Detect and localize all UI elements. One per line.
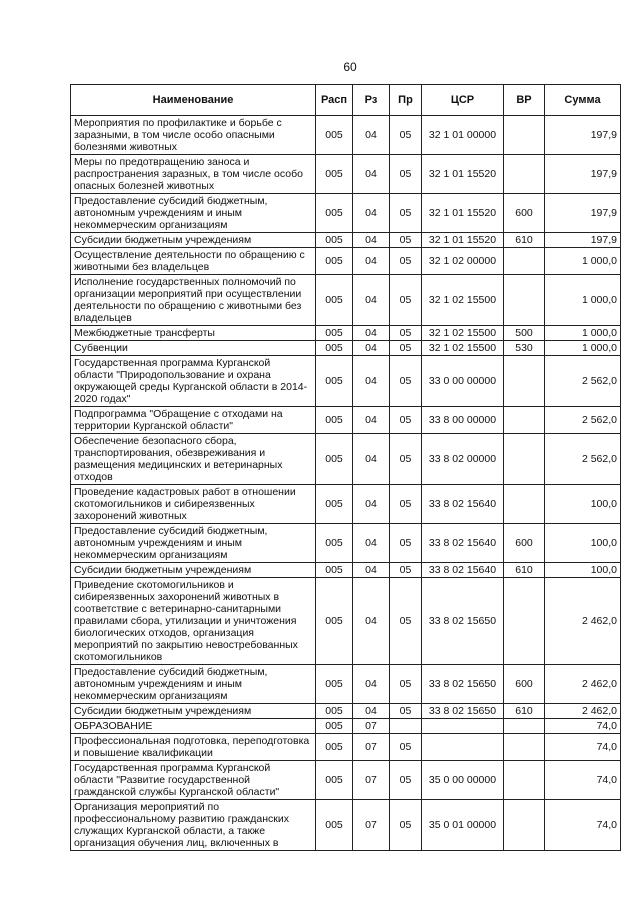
- row-pr: 05: [390, 326, 422, 341]
- row-name: Меры по предотвращению заноса и распространения заразных, в том числе особо опасных болезней животных: [71, 155, 316, 194]
- row-rasp: 005: [316, 248, 353, 275]
- row-sum: 2 562,0: [545, 356, 621, 407]
- row-sum: 100,0: [545, 563, 621, 578]
- row-sum: 100,0: [545, 485, 621, 524]
- header-name: Наименование: [71, 85, 316, 116]
- row-vr: [504, 719, 545, 734]
- row-csr: 33 8 02 00000: [422, 434, 504, 485]
- row-pr: 05: [390, 800, 422, 851]
- row-rasp: 005: [316, 800, 353, 851]
- table-row: [71, 665, 621, 704]
- row-name: Мероприятия по профилактике и борьбе с заразными, в том числе особо опасными болезнями животных: [71, 116, 316, 155]
- row-pr: 05: [390, 761, 422, 800]
- header-csr: ЦСР: [422, 85, 504, 116]
- row-csr: 32 1 02 15500: [422, 326, 504, 341]
- row-name: Предоставление субсидий бюджетным, автономным учреждениям и иным некоммерческим организациям: [71, 194, 316, 233]
- row-pr: 05: [390, 563, 422, 578]
- row-sum: 1 000,0: [545, 248, 621, 275]
- row-rasp: 005: [316, 578, 353, 665]
- row-rasp: 005: [316, 665, 353, 704]
- row-csr: 32 1 01 00000: [422, 116, 504, 155]
- row-rasp: 005: [316, 734, 353, 761]
- row-rasp: 005: [316, 563, 353, 578]
- row-csr: 32 1 01 15520: [422, 233, 504, 248]
- row-sum: 2 462,0: [545, 665, 621, 704]
- row-csr: 32 1 01 15520: [422, 155, 504, 194]
- row-csr: 35 0 01 00000: [422, 800, 504, 851]
- row-name: ОБРАЗОВАНИЕ: [71, 719, 316, 734]
- row-rasp: 005: [316, 275, 353, 326]
- row-rz: 07: [353, 800, 390, 851]
- row-rasp: 005: [316, 233, 353, 248]
- row-vr: 600: [504, 194, 545, 233]
- row-sum: 74,0: [545, 734, 621, 761]
- row-csr: 32 1 02 00000: [422, 248, 504, 275]
- row-rasp: 005: [316, 194, 353, 233]
- table-row: [71, 485, 621, 524]
- row-rasp: 005: [316, 341, 353, 356]
- row-csr: 33 0 00 00000: [422, 356, 504, 407]
- row-rz: 07: [353, 761, 390, 800]
- row-name: Предоставление субсидий бюджетным, автономным учреждениям и иным некоммерческим организациям: [71, 665, 316, 704]
- table-row: [71, 407, 621, 434]
- row-rz: 04: [353, 524, 390, 563]
- row-vr: 610: [504, 704, 545, 719]
- row-csr: 32 1 02 15500: [422, 275, 504, 326]
- row-rasp: 005: [316, 761, 353, 800]
- budget-table: [70, 84, 621, 851]
- row-csr: 33 8 02 15640: [422, 563, 504, 578]
- row-rz: 04: [353, 434, 390, 485]
- row-csr: 32 1 02 15500: [422, 341, 504, 356]
- page-number: 60: [343, 60, 357, 74]
- table-row: [71, 434, 621, 485]
- row-name: Обеспечение безопасного сбора, транспортирования, обезвреживания и размещения медицинских и ветеринарных отходов: [71, 434, 316, 485]
- row-csr: 33 8 02 15650: [422, 665, 504, 704]
- row-rz: 04: [353, 704, 390, 719]
- table-row: [71, 734, 621, 761]
- row-vr: [504, 155, 545, 194]
- row-pr: 05: [390, 275, 422, 326]
- table-row: [71, 761, 621, 800]
- row-vr: [504, 116, 545, 155]
- table-row: [71, 248, 621, 275]
- row-vr: 610: [504, 233, 545, 248]
- row-vr: 600: [504, 665, 545, 704]
- row-rz: 04: [353, 485, 390, 524]
- row-csr: [422, 719, 504, 734]
- row-pr: 05: [390, 578, 422, 665]
- row-rz: 04: [353, 341, 390, 356]
- header-pr: Пр: [390, 85, 422, 116]
- row-pr: [390, 719, 422, 734]
- row-sum: 2 462,0: [545, 704, 621, 719]
- row-pr: 05: [390, 248, 422, 275]
- row-rz: 04: [353, 116, 390, 155]
- row-sum: 74,0: [545, 800, 621, 851]
- row-sum: 2 562,0: [545, 407, 621, 434]
- row-name: Профессиональная подготовка, переподготовка и повышение квалификации: [71, 734, 316, 761]
- row-rz: 04: [353, 326, 390, 341]
- row-rasp: 005: [316, 116, 353, 155]
- row-vr: [504, 407, 545, 434]
- table-row: [71, 563, 621, 578]
- row-rz: 04: [353, 356, 390, 407]
- table-row: [71, 326, 621, 341]
- table-row: [71, 800, 621, 851]
- table-row: [71, 524, 621, 563]
- row-name: Межбюджетные трансферты: [71, 326, 316, 341]
- row-sum: 1 000,0: [545, 341, 621, 356]
- row-rz: 04: [353, 407, 390, 434]
- header-vr: ВР: [504, 85, 545, 116]
- row-rz: 07: [353, 719, 390, 734]
- row-csr: 33 8 02 15640: [422, 524, 504, 563]
- row-rz: 04: [353, 248, 390, 275]
- row-rz: 04: [353, 665, 390, 704]
- row-sum: 197,9: [545, 116, 621, 155]
- table-header-row: [71, 85, 621, 116]
- row-rz: 04: [353, 155, 390, 194]
- row-rasp: 005: [316, 434, 353, 485]
- row-name: Субсидии бюджетным учреждениям: [71, 704, 316, 719]
- row-sum: 100,0: [545, 524, 621, 563]
- row-csr: 32 1 01 15520: [422, 194, 504, 233]
- table-row: [71, 275, 621, 326]
- table-row: [71, 341, 621, 356]
- row-pr: 05: [390, 665, 422, 704]
- row-name: Субсидии бюджетным учреждениям: [71, 563, 316, 578]
- row-csr: 33 8 00 00000: [422, 407, 504, 434]
- row-csr: [422, 734, 504, 761]
- table-row: [71, 578, 621, 665]
- table-row: [71, 116, 621, 155]
- row-csr: 33 8 02 15650: [422, 578, 504, 665]
- row-sum: 2 462,0: [545, 578, 621, 665]
- row-pr: 05: [390, 524, 422, 563]
- row-csr: 35 0 00 00000: [422, 761, 504, 800]
- row-pr: 05: [390, 116, 422, 155]
- row-sum: 197,9: [545, 233, 621, 248]
- row-rasp: 005: [316, 326, 353, 341]
- row-pr: 05: [390, 356, 422, 407]
- row-vr: 530: [504, 341, 545, 356]
- row-vr: [504, 356, 545, 407]
- row-rz: 04: [353, 194, 390, 233]
- row-name: Исполнение государственных полномочий по организации мероприятий при осуществлении деятельности по обращению с животными без владельцев: [71, 275, 316, 326]
- header-rasp: Расп: [316, 85, 353, 116]
- row-pr: 05: [390, 407, 422, 434]
- table-row: [71, 155, 621, 194]
- row-rasp: 005: [316, 407, 353, 434]
- row-name: Государственная программа Курганской области "Развитие государственной гражданской службы Курганской области": [71, 761, 316, 800]
- row-name: Подпрограмма "Обращение с отходами на территории Курганской области": [71, 407, 316, 434]
- row-sum: 74,0: [545, 761, 621, 800]
- row-pr: 05: [390, 485, 422, 524]
- row-vr: 610: [504, 563, 545, 578]
- row-pr: 05: [390, 704, 422, 719]
- row-pr: 05: [390, 155, 422, 194]
- row-rasp: 005: [316, 485, 353, 524]
- row-vr: [504, 761, 545, 800]
- row-rz: 04: [353, 563, 390, 578]
- row-name: Приведение скотомогильников и сибиреязвенных захоронений животных в соответствие с ветеринарно-санитарными правилами сбора, утилизации и уничтожения биологических отходов, организация мероприятий по закрытию невостребованных скотомогильников: [71, 578, 316, 665]
- row-vr: 500: [504, 326, 545, 341]
- header-sum: Сумма: [545, 85, 621, 116]
- row-csr: 33 8 02 15640: [422, 485, 504, 524]
- row-rasp: 005: [316, 524, 353, 563]
- row-vr: [504, 800, 545, 851]
- row-sum: 74,0: [545, 719, 621, 734]
- table-row: [71, 233, 621, 248]
- row-rasp: 005: [316, 155, 353, 194]
- row-name: Субсидии бюджетным учреждениям: [71, 233, 316, 248]
- table-row: [71, 719, 621, 734]
- row-pr: 05: [390, 194, 422, 233]
- row-pr: 05: [390, 341, 422, 356]
- row-rz: 04: [353, 275, 390, 326]
- row-sum: 197,9: [545, 155, 621, 194]
- table-row: [71, 356, 621, 407]
- row-rasp: 005: [316, 719, 353, 734]
- row-pr: 05: [390, 734, 422, 761]
- row-pr: 05: [390, 233, 422, 248]
- row-csr: 33 8 02 15650: [422, 704, 504, 719]
- row-sum: 1 000,0: [545, 326, 621, 341]
- row-vr: [504, 248, 545, 275]
- row-rz: 07: [353, 734, 390, 761]
- row-sum: 2 562,0: [545, 434, 621, 485]
- row-sum: 1 000,0: [545, 275, 621, 326]
- row-name: Организация мероприятий по профессиональному развитию гражданских служащих Курганской области, а также организация обучения лиц, включенных в: [71, 800, 316, 851]
- row-sum: 197,9: [545, 194, 621, 233]
- row-rasp: 005: [316, 704, 353, 719]
- row-vr: [504, 734, 545, 761]
- row-pr: 05: [390, 434, 422, 485]
- row-name: Проведение кадастровых работ в отношении скотомогильников и сибиреязвенных захоронений животных: [71, 485, 316, 524]
- row-rz: 04: [353, 233, 390, 248]
- row-rz: 04: [353, 578, 390, 665]
- row-rasp: 005: [316, 356, 353, 407]
- row-vr: 600: [504, 524, 545, 563]
- table-row: [71, 194, 621, 233]
- table-row: [71, 704, 621, 719]
- row-vr: [504, 578, 545, 665]
- row-name: Предоставление субсидий бюджетным, автономным учреждениям и иным некоммерческим организациям: [71, 524, 316, 563]
- row-name: Государственная программа Курганской области "Природопользование и охрана окружающей среды Курганской области в 2014-2020 годах": [71, 356, 316, 407]
- row-vr: [504, 434, 545, 485]
- header-rz: Рз: [353, 85, 390, 116]
- row-name: Осуществление деятельности по обращению с животными без владельцев: [71, 248, 316, 275]
- row-name: Субвенции: [71, 341, 316, 356]
- row-vr: [504, 275, 545, 326]
- row-vr: [504, 485, 545, 524]
